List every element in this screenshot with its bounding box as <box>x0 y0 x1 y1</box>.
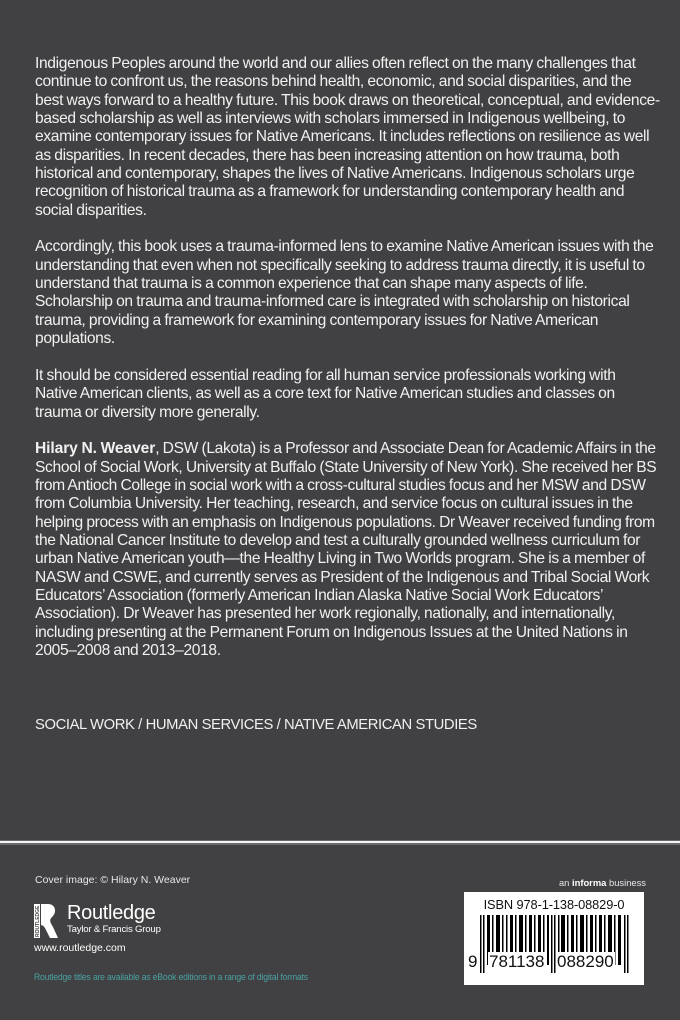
ebook-availability-note: Routledge titles are available as eBook editions in a range of digital formats <box>34 972 308 983</box>
publisher-website-link[interactable]: www.routledge.com <box>34 942 126 954</box>
svg-text:ROUTLEDGE: ROUTLEDGE <box>35 905 41 937</box>
back-cover-blurb <box>35 55 660 679</box>
informa-brand: informa <box>572 877 607 888</box>
footer-divider <box>0 840 680 845</box>
author-bio <box>35 440 660 660</box>
blurb-paragraph-3: It should be considered essential reading for all human service professionals working with Native American clients, as well as a core text for Native American studies and classes on trauma or diversity more generally. <box>35 366 616 421</box>
barcode-digit-group-2: 088290 <box>557 952 614 971</box>
barcode-digit-first: 9 <box>468 952 478 971</box>
isbn-barcode <box>464 892 644 985</box>
blurb-paragraph-2: Accordingly, this book uses a trauma-informed lens to examine Native American issues with the understanding that even when not specifically seeking to address trauma directly, it is useful to understand that trauma is a common experience that can shape many aspects of life. Scholarship on trauma and trauma-informed care is integrated with scholarship on historical trauma, providing a framework for examining contemporary issues for Native American populations. <box>35 238 654 348</box>
cover-image-credit: Cover image: © Hilary N. Weaver <box>35 874 191 886</box>
publisher-name: Routledge <box>67 902 156 924</box>
barcode-digit-group-1: 781138 <box>489 952 545 971</box>
isbn-label: ISBN 978-1-138-08829-0 <box>483 897 625 912</box>
subject-categories: SOCIAL WORK / HUMAN SERVICES / NATIVE AMERICAN STUDIES <box>35 717 477 733</box>
routledge-r-icon <box>33 903 59 939</box>
informa-business-tag: an informa business <box>558 877 646 888</box>
author-bio-text: , DSW (Lakota) is a Professor and Associate Dean for Academic Affairs in the School of Social Work, University at Buffalo (State University of New York). She received her BS from Antioch College in social work with a cross-cultural studies focus and her MSW and DSW from Columbia University. Her teaching, research, and service focus on cultural issues in the helping process with an emphasis on Indigenous populations. Dr Weaver received funding from the National Cancer Institute to develop and test a culturally grounded wellness curriculum for urban Native American youth—the Healthy Living in Two Worlds program. She is a member of NASW and CSWE, and currently serves as President of the Indigenous and Tribal Social Work Educators’ Association (formerly American Indian Alaska Native Social Work Educators’ Association). Dr Weaver has presented her work regionally, nationally, and internationally, including presenting at the Permanent Forum on Indigenous Issues at the United Nations in 2005–2008 and 2013–2018. <box>35 440 657 659</box>
blurb-paragraph-1: Indigenous Peoples around the world and our allies often reflect on the many challenges that continue to confront us, the reasons behind health, economic, and social disparities, and the best ways forward to a healthy future. This book draws on theoretical, conceptual, and evidence-based scholarship as well as interviews with scholars immersed in Indigenous wellbeing, to examine contemporary issues for Native Americans. It includes reflections on resilience as well as disparities. In recent decades, there has been increasing attention on how trauma, both historical and contemporary, shapes the lives of Native Americans. Indigenous scholars urge recognition of historical trauma as a framework for understanding contemporary health and social disparities. <box>35 55 660 219</box>
routledge-logo <box>33 903 161 939</box>
author-name: Hilary N. Weaver <box>35 440 156 458</box>
publisher-group: Taylor & Francis Group <box>67 924 161 935</box>
